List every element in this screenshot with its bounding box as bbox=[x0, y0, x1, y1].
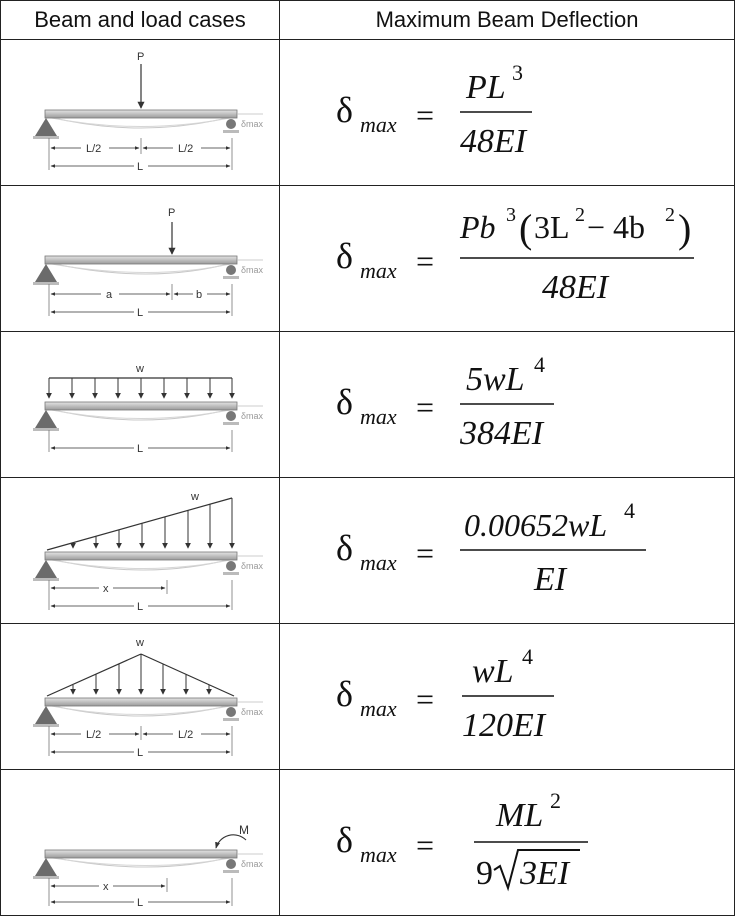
dimension-label: L bbox=[137, 601, 144, 613]
table-row bbox=[1, 332, 735, 478]
numerator-exponent: 2 bbox=[550, 788, 561, 813]
numerator-exponent: 2 bbox=[665, 204, 675, 226]
uniform-load-arrows bbox=[49, 378, 232, 398]
deflection-formula bbox=[280, 332, 735, 477]
table-row bbox=[1, 40, 735, 186]
numerator-term: 3L bbox=[534, 209, 570, 245]
delta-symbol: δ bbox=[336, 820, 353, 860]
numerator-exponent: 4 bbox=[534, 352, 545, 377]
triangular-load-arrows bbox=[47, 498, 232, 550]
numerator-exponent: 2 bbox=[575, 204, 585, 226]
roller-support-icon bbox=[223, 859, 239, 873]
beam-diagram-triangular-load bbox=[1, 478, 279, 623]
numerator-term: − 4b bbox=[587, 209, 646, 245]
pin-support-icon bbox=[33, 560, 59, 581]
deflection-formula bbox=[280, 478, 735, 623]
beam bbox=[45, 402, 237, 410]
roller-support-icon bbox=[223, 265, 239, 279]
header-row bbox=[1, 1, 735, 40]
dimension-label: x bbox=[103, 881, 109, 893]
beam-diagram-offset-point-load bbox=[1, 186, 279, 331]
numerator-exponent: 4 bbox=[522, 644, 533, 669]
delta-symbol: δ bbox=[336, 236, 353, 276]
paren-open: ( bbox=[519, 206, 533, 251]
table-row bbox=[1, 770, 735, 916]
equals-sign: = bbox=[416, 243, 435, 279]
load-label: w bbox=[136, 363, 144, 375]
dimension-label: L bbox=[137, 747, 144, 759]
delta-symbol: δ bbox=[336, 528, 353, 568]
formula-cell bbox=[280, 624, 735, 770]
denominator-coefficient: 9 bbox=[476, 855, 493, 892]
numerator: 0.00652wL bbox=[464, 507, 608, 543]
roller-support-icon bbox=[223, 411, 239, 425]
dimension-label: L bbox=[137, 161, 144, 173]
formula-cell bbox=[280, 770, 735, 916]
load-label: w bbox=[136, 637, 144, 649]
dimension-label: L bbox=[137, 443, 144, 455]
pin-support-icon bbox=[33, 410, 59, 431]
numerator: PL bbox=[466, 69, 506, 106]
numerator: wL bbox=[472, 653, 514, 690]
beam-diagram-cell bbox=[1, 770, 280, 916]
beam-diagram-cell bbox=[1, 40, 280, 186]
pin-support-icon bbox=[33, 706, 59, 727]
roller-support-icon bbox=[223, 119, 239, 133]
deflection-label: δmax bbox=[241, 561, 264, 571]
denominator: 120EI bbox=[462, 707, 546, 744]
triangular-load-arrows bbox=[47, 654, 234, 696]
beam bbox=[45, 256, 237, 264]
denominator: 48EI bbox=[542, 269, 609, 306]
pin-support-icon bbox=[33, 264, 59, 285]
max-subscript: max bbox=[360, 258, 397, 283]
beam bbox=[45, 552, 237, 560]
pin-support-icon bbox=[33, 858, 59, 879]
formula-cell bbox=[280, 478, 735, 624]
equals-sign: = bbox=[416, 681, 435, 717]
deflection-label: δmax bbox=[241, 707, 264, 717]
beam-diagram-cell bbox=[1, 624, 280, 770]
denominator: 48EI bbox=[460, 123, 527, 160]
beam bbox=[45, 698, 237, 706]
max-subscript: max bbox=[360, 550, 397, 575]
deflection-label: δmax bbox=[241, 119, 264, 129]
header-beam-cases: Beam and load cases bbox=[1, 1, 280, 40]
deflection-formula bbox=[280, 624, 735, 769]
deflection-label: δmax bbox=[241, 265, 264, 275]
dimension-label: L/2 bbox=[178, 143, 194, 155]
beam-diagram-center-point-load bbox=[1, 40, 279, 185]
max-subscript: max bbox=[360, 696, 397, 721]
deflection-formula bbox=[280, 770, 735, 915]
formula-cell bbox=[280, 186, 735, 332]
equals-sign: = bbox=[416, 827, 435, 863]
formula-cell bbox=[280, 332, 735, 478]
deflection-formula bbox=[280, 186, 735, 331]
equals-sign: = bbox=[416, 97, 435, 133]
dimension-label: L/2 bbox=[178, 729, 194, 741]
beam-diagram-cell bbox=[1, 332, 280, 478]
table-row bbox=[1, 478, 735, 624]
delta-symbol: δ bbox=[336, 90, 353, 130]
dimension-label: L bbox=[137, 897, 144, 909]
numerator-exponent: 4 bbox=[624, 498, 635, 523]
beam-diagram-uniform-load bbox=[1, 332, 279, 477]
dimension-label: a bbox=[106, 289, 113, 301]
dimension-label: x bbox=[103, 583, 109, 595]
equals-sign: = bbox=[416, 535, 435, 571]
roller-support-icon bbox=[223, 561, 239, 575]
header-max-deflection: Maximum Beam Deflection bbox=[280, 1, 735, 40]
numerator: 5wL bbox=[466, 361, 525, 398]
denominator: 384EI bbox=[460, 415, 544, 452]
dimension-label: L/2 bbox=[86, 729, 102, 741]
pin-support-icon bbox=[33, 118, 59, 139]
formula-cell bbox=[280, 40, 735, 186]
dimension-label: b bbox=[196, 289, 203, 301]
denominator: 3EI bbox=[520, 855, 570, 892]
max-subscript: max bbox=[360, 112, 397, 137]
beam bbox=[45, 110, 237, 118]
deflection-label: δmax bbox=[241, 859, 264, 869]
max-subscript: max bbox=[360, 842, 397, 867]
delta-symbol: δ bbox=[336, 382, 353, 422]
beam-diagram-end-moment bbox=[1, 770, 279, 915]
table-row bbox=[1, 186, 735, 332]
load-label: M bbox=[239, 823, 249, 837]
deflection-label: δmax bbox=[241, 411, 264, 421]
paren-close: ) bbox=[678, 206, 692, 251]
roller-support-icon bbox=[223, 707, 239, 721]
equals-sign: = bbox=[416, 389, 435, 425]
table-row bbox=[1, 624, 735, 770]
load-label: P bbox=[168, 207, 176, 219]
deflection-formula bbox=[280, 40, 735, 185]
denominator: EI bbox=[534, 561, 567, 598]
beam bbox=[45, 850, 237, 858]
numerator-exponent: 3 bbox=[512, 60, 523, 85]
load-label: w bbox=[191, 491, 199, 503]
beam-diagram-cell bbox=[1, 478, 280, 624]
numerator-exponent: 3 bbox=[506, 204, 516, 226]
beam-diagram-peak-triangular-load bbox=[1, 624, 279, 769]
dimension-label: L bbox=[137, 307, 144, 319]
numerator: ML bbox=[496, 797, 544, 834]
dimension-label: L/2 bbox=[86, 143, 102, 155]
numerator-term: Pb bbox=[460, 209, 496, 245]
load-label: P bbox=[137, 51, 145, 63]
beam-diagram-cell bbox=[1, 186, 280, 332]
max-subscript: max bbox=[360, 404, 397, 429]
delta-symbol: δ bbox=[336, 674, 353, 714]
